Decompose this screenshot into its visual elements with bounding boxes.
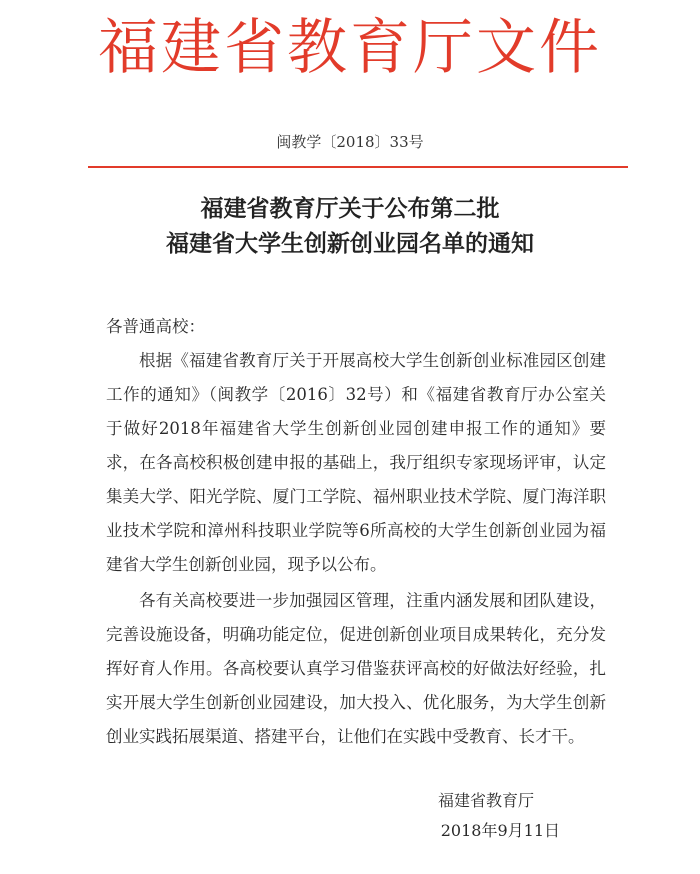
issue-date: 2018年9月11日 xyxy=(440,821,560,840)
signature-block xyxy=(0,786,560,846)
notice-title-line-1: 福建省教育厅关于公布第二批 xyxy=(200,196,500,222)
salutation: 各普通高校： xyxy=(106,317,205,336)
document-number: 闽教学〔2018〕33号 xyxy=(276,133,424,151)
notice-body xyxy=(106,310,606,754)
body-paragraph-2: 各有关高校要进一步加强园区管理，注重内涵发展和团队建设，完善设施设备，明确功能定位，促进创新创业项目成果转化，充分发挥好育人作用。各高校要认真学习借鉴获评高校的好做法好经验，扎实开展大学生创新创业园建设，加大投入、优化服务，为大学生创新创业实践拓展渠道、搭建平台，让他们在实践中受教育、长才干。 xyxy=(106,591,606,746)
issuing-organization: 福建省教育厅 xyxy=(437,791,534,810)
notice-title-line-2: 福建省大学生创新创业园名单的通知 xyxy=(166,231,534,257)
red-divider-line xyxy=(88,166,628,168)
notice-title xyxy=(0,192,700,262)
body-paragraph-1: 根据《福建省教育厅关于开展高校大学生创新创业标准园区创建工作的通知》（闽教学〔2016〕32号）和《福建省教育厅办公室关于做好2018年福建省大学生创新创业园创建申报工作的通知》要求，在各高校积极创建申报的基础上，我厅组织专家现场评审，认定集美大学、阳光学院、厦门工学院、福州职业技术学院、厦门海洋职业技术学院和漳州科技职业学院等6所高校的大学生创新创业园为福建省大学生创新创业园，现予以公布。 xyxy=(106,351,606,574)
masthead-title: 福建省教育厅文件 xyxy=(98,13,602,83)
